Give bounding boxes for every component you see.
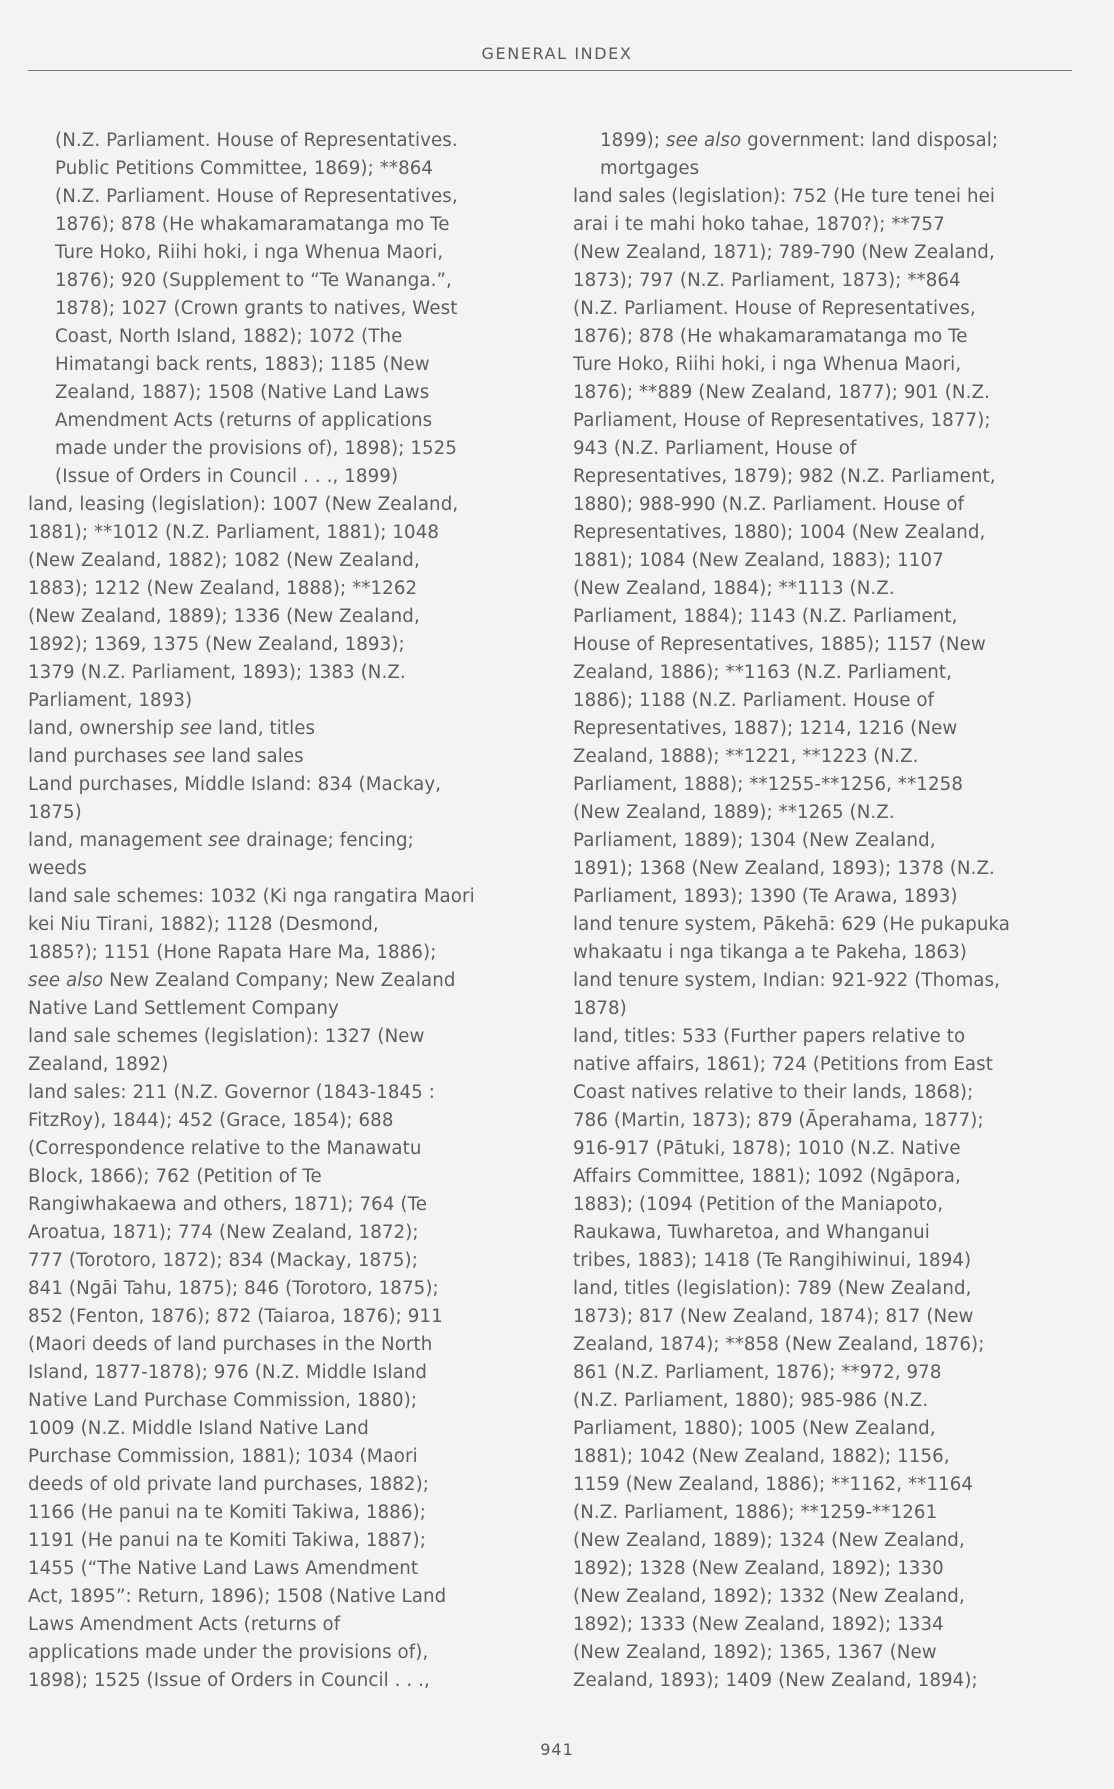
index-entry: [28, 1023, 531, 1079]
entry-line: Land purchases, Middle Island: 834 (Mackay,: [28, 774, 442, 795]
index-entry: [28, 771, 531, 827]
entry-line: Himatangi back rents, 1883); 1185 (New: [55, 354, 430, 375]
index-entry: [28, 1079, 531, 1695]
entry-line: (New Zealand, 1892); 1332 (New Zealand,: [573, 1586, 965, 1607]
entry-line: 1873); 797 (N.Z. Parliament, 1873); **864: [573, 270, 961, 291]
entry-line: land sale schemes (legislation): 1327 (New: [28, 1026, 425, 1047]
index-entry: [28, 127, 531, 491]
entry-line: 786 (Martin, 1873); 879 (Āperahama, 1877);: [573, 1110, 984, 1131]
entry-line: Aroatua, 1871); 774 (New Zealand, 1872);: [28, 1222, 419, 1243]
entry-line: native affairs, 1861); 724 (Petitions from East: [573, 1054, 993, 1075]
entry-line: land tenure system, Indian: 921-922 (Thomas,: [573, 970, 1001, 991]
entry-line: Coast, North Island, 1882); 1072 (The: [55, 326, 403, 347]
entry-line: Native Land Settlement Company: [28, 998, 339, 1019]
entry-line: 916-917 (Pātuki, 1878); 1010 (N.Z. Native: [573, 1138, 961, 1159]
entry-line: 1878); 1027 (Crown grants to natives, West: [55, 298, 458, 319]
entry-line: Act, 1895”: Return, 1896); 1508 (Native Land: [28, 1586, 447, 1607]
cross-reference-label: see: [173, 746, 206, 767]
entry-line: (New Zealand, 1892); 1365, 1367 (New: [573, 1642, 937, 1663]
entry-line: 1892); 1369, 1375 (New Zealand, 1893);: [28, 634, 405, 655]
entry-line: 861 (N.Z. Parliament, 1876); **972, 978: [573, 1362, 942, 1383]
entry-line: 852 (Fenton, 1876); 872 (Taiaroa, 1876); 911: [28, 1306, 443, 1327]
right-column: [573, 127, 1085, 1695]
entry-line: land sales: 211 (N.Z. Governor (1843-1845 :: [28, 1082, 435, 1103]
entry-line: see also New Zealand Company; New Zealand: [28, 970, 456, 991]
entry-line: made under the provisions of), 1898); 1525: [55, 438, 458, 459]
entry-line: 841 (Ngāi Tahu, 1875); 846 (Torotoro, 1875);: [28, 1278, 439, 1299]
entry-line: (New Zealand, 1889); **1265 (N.Z.: [573, 802, 895, 823]
entry-line: Raukawa, Tuwharetoa, and Whanganui: [573, 1222, 930, 1243]
entry-line: Zealand, 1893); 1409 (New Zealand, 1894);: [573, 1670, 978, 1691]
entry-line: 1455 (“The Native Land Laws Amendment: [28, 1558, 419, 1579]
entry-line: (N.Z. Parliament. House of Representatives,: [573, 298, 976, 319]
entry-line: (N.Z. Parliament, 1886); **1259-**1261: [573, 1502, 938, 1523]
entry-line: FitzRoy), 1844); 452 (Grace, 1854); 688: [28, 1110, 394, 1131]
entry-line: 1899); see also government: land disposal;: [600, 130, 999, 151]
entry-line: land, titles: 533 (Further papers relative to: [573, 1026, 966, 1047]
index-entry: [573, 183, 1085, 911]
index-entry: [28, 491, 531, 715]
entry-line: Block, 1866); 762 (Petition of Te: [28, 1166, 322, 1187]
entry-line: land sales (legislation): 752 (He ture tenei hei: [573, 186, 996, 207]
entry-line: Representatives, 1887); 1214, 1216 (New: [573, 718, 958, 739]
entry-line: Parliament, 1888); **1255-**1256, **1258: [573, 774, 963, 795]
entry-line: 1875): [28, 802, 82, 823]
entry-line: Public Petitions Committee, 1869); **864: [55, 158, 434, 179]
entry-line: Native Land Purchase Commission, 1880);: [28, 1390, 418, 1411]
entry-line: mortgages: [600, 158, 700, 179]
entry-line: land purchases see land sales: [28, 746, 304, 767]
entry-line: 1898); 1525 (Issue of Orders in Council . . .,: [28, 1670, 430, 1691]
entry-line: 1885?); 1151 (Hone Rapata Hare Ma, 1886);: [28, 942, 437, 963]
index-entry: [28, 883, 531, 1023]
entry-line: 1379 (N.Z. Parliament, 1893); 1383 (N.Z.: [28, 662, 406, 683]
entry-line: Zealand, 1874); **858 (New Zealand, 1876);: [573, 1334, 985, 1355]
entry-line: 1166 (He panui na te Komiti Takiwa, 1886);: [28, 1502, 426, 1523]
entry-line: 1159 (New Zealand, 1886); **1162, **1164: [573, 1474, 974, 1495]
entry-line: land, leasing (legislation): 1007 (New Zealand,: [28, 494, 459, 515]
entry-line: 1892); 1333 (New Zealand, 1892); 1334: [573, 1614, 944, 1635]
entry-line: Coast natives relative to their lands, 1868);: [573, 1082, 974, 1103]
entry-line: tribes, 1883); 1418 (Te Rangihiwinui, 1894): [573, 1250, 972, 1271]
entry-line: 1891); 1368 (New Zealand, 1893); 1378 (N.Z.: [573, 858, 995, 879]
index-entry: [28, 827, 531, 883]
entry-line: 943 (N.Z. Parliament, House of: [573, 438, 857, 459]
index-entry: [573, 1275, 1085, 1695]
entry-line: 1009 (N.Z. Middle Island Native Land: [28, 1418, 369, 1439]
page-number: 941: [540, 1740, 574, 1759]
entry-line: (New Zealand, 1882); 1082 (New Zealand,: [28, 550, 420, 571]
entry-line: weeds: [28, 858, 87, 879]
entry-line: 1873); 817 (New Zealand, 1874); 817 (New: [573, 1306, 974, 1327]
running-header: GENERAL INDEX: [481, 44, 633, 63]
entry-line: whakaatu i nga tikanga a te Pakeha, 1863): [573, 942, 967, 963]
entry-line: land tenure system, Pākehā: 629 (He pukapuka: [573, 914, 1011, 935]
entry-line: Zealand, 1892): [28, 1054, 169, 1075]
cross-reference-label: see also: [666, 130, 742, 151]
entry-line: 1881); **1012 (N.Z. Parliament, 1881); 1048: [28, 522, 440, 543]
cross-reference-label: see: [208, 830, 241, 851]
entry-line: (New Zealand, 1889); 1336 (New Zealand,: [28, 606, 420, 627]
entry-line: (New Zealand, 1889); 1324 (New Zealand,: [573, 1530, 965, 1551]
entry-line: 1878): [573, 998, 627, 1019]
entry-line: Parliament, House of Representatives, 1877);: [573, 410, 991, 431]
index-entry: [573, 911, 1085, 967]
entry-line: (N.Z. Parliament. House of Representatives.: [55, 130, 458, 151]
cross-reference-label: see: [180, 718, 213, 739]
entry-line: 1876); 920 (Supplement to “Te Wananga.”,: [55, 270, 452, 291]
entry-line: 1191 (He panui na te Komiti Takiwa, 1887);: [28, 1530, 426, 1551]
entry-line: Amendment Acts (returns of applications: [55, 410, 433, 431]
entry-line: Purchase Commission, 1881); 1034 (Maori: [28, 1446, 418, 1467]
entry-line: 1883); 1212 (New Zealand, 1888); **1262: [28, 578, 418, 599]
entry-line: Parliament, 1880); 1005 (New Zealand,: [573, 1418, 936, 1439]
header-rule: [28, 70, 1072, 71]
entry-line: land, ownership see land, titles: [28, 718, 316, 739]
entry-line: Parliament, 1893): [28, 690, 193, 711]
left-column: [28, 127, 531, 1695]
entry-line: (New Zealand, 1884); **1113 (N.Z.: [573, 578, 895, 599]
entry-line: Rangiwhakaewa and others, 1871); 764 (Te: [28, 1194, 427, 1215]
entry-line: Ture Hoko, Riihi hoki, i nga Whenua Maori,: [573, 354, 962, 375]
entry-line: (Maori deeds of land purchases in the North: [28, 1334, 433, 1355]
entry-line: 1876); **889 (New Zealand, 1877); 901 (N.Z.: [573, 382, 990, 403]
entry-line: House of Representatives, 1885); 1157 (New: [573, 634, 986, 655]
entry-line: deeds of old private land purchases, 1882);: [28, 1474, 430, 1495]
entry-line: 1876); 878 (He whakamaramatanga mo Te: [55, 214, 450, 235]
entry-line: Parliament, 1884); 1143 (N.Z. Parliament,: [573, 606, 958, 627]
index-entry: [573, 1023, 1085, 1275]
entry-line: Representatives, 1879); 982 (N.Z. Parliament,: [573, 466, 996, 487]
index-entry: [28, 715, 531, 743]
entry-line: Ture Hoko, Riihi hoki, i nga Whenua Maori,: [55, 242, 444, 263]
entry-line: 1892); 1328 (New Zealand, 1892); 1330: [573, 1558, 944, 1579]
entry-line: Island, 1877-1878); 976 (N.Z. Middle Island: [28, 1362, 428, 1383]
entry-line: Parliament, 1893); 1390 (Te Arawa, 1893): [573, 886, 958, 907]
entry-line: (Correspondence relative to the Manawatu: [28, 1138, 422, 1159]
entry-line: land sale schemes: 1032 (Ki nga rangatira Maori: [28, 886, 475, 907]
entry-line: 1881); 1084 (New Zealand, 1883); 1107: [573, 550, 944, 571]
entry-line: Zealand, 1887); 1508 (Native Land Laws: [55, 382, 430, 403]
cross-reference-label: see also: [28, 970, 104, 991]
entry-line: 1876); 878 (He whakamaramatanga mo Te: [573, 326, 968, 347]
entry-line: kei Niu Tirani, 1882); 1128 (Desmond,: [28, 914, 379, 935]
entry-line: Zealand, 1886); **1163 (N.Z. Parliament,: [573, 662, 953, 683]
index-entry: [573, 127, 1085, 183]
index-entry: [573, 967, 1085, 1023]
entry-line: (Issue of Orders in Council . . ., 1899): [55, 466, 399, 487]
entry-line: Representatives, 1880); 1004 (New Zealand,: [573, 522, 986, 543]
entry-line: Zealand, 1888); **1221, **1223 (N.Z.: [573, 746, 919, 767]
entry-line: land, management see drainage; fencing;: [28, 830, 414, 851]
entry-line: 1881); 1042 (New Zealand, 1882); 1156,: [573, 1446, 950, 1467]
entry-line: applications made under the provisions of),: [28, 1642, 429, 1663]
entry-line: Affairs Committee, 1881); 1092 (Ngāpora,: [573, 1166, 961, 1187]
entry-line: Laws Amendment Acts (returns of: [28, 1614, 341, 1635]
entry-line: 777 (Torotoro, 1872); 834 (Mackay, 1875);: [28, 1250, 418, 1271]
entry-line: 1886); 1188 (N.Z. Parliament. House of: [573, 690, 935, 711]
entry-line: 1883); (1094 (Petition of the Maniapoto,: [573, 1194, 944, 1215]
entry-line: 1880); 988-990 (N.Z. Parliament. House of: [573, 494, 965, 515]
index-entry: [28, 743, 531, 771]
entry-line: Parliament, 1889); 1304 (New Zealand,: [573, 830, 936, 851]
entry-line: (New Zealand, 1871); 789-790 (New Zealand,: [573, 242, 995, 263]
entry-line: land, titles (legislation): 789 (New Zealand,: [573, 1278, 972, 1299]
entry-line: arai i te mahi hoko tahae, 1870?); **757: [573, 214, 945, 235]
entry-line: (N.Z. Parliament, 1880); 985-986 (N.Z.: [573, 1390, 929, 1411]
entry-line: (N.Z. Parliament. House of Representatives,: [55, 186, 458, 207]
